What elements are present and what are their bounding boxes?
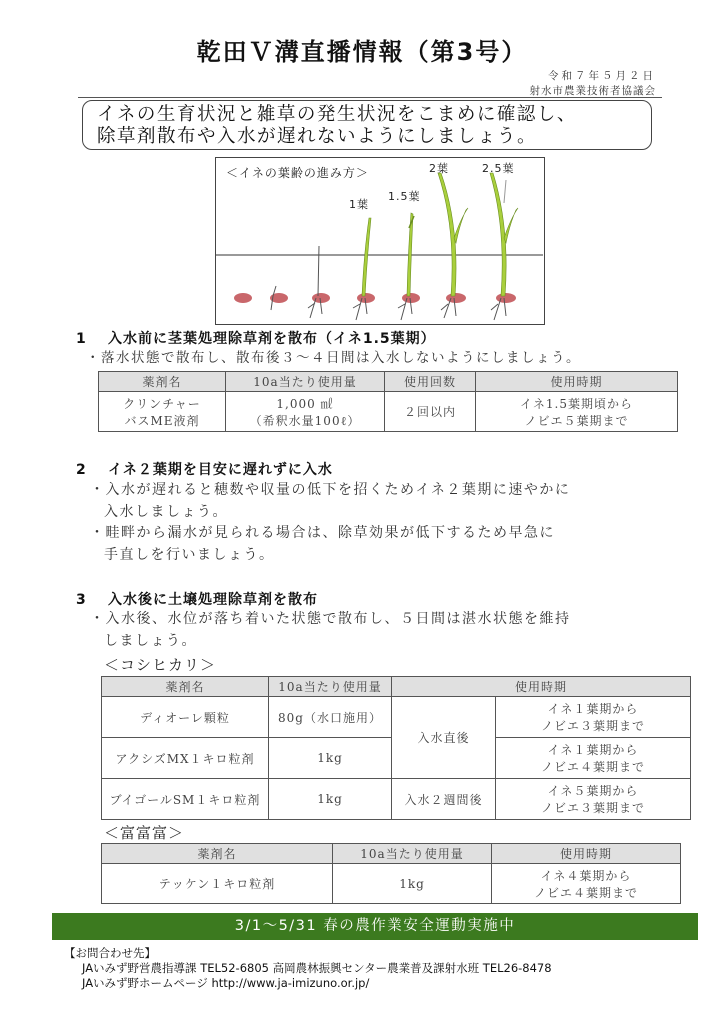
seed-icon	[234, 293, 252, 303]
leaf-age-figure	[215, 157, 545, 325]
table-header-row	[102, 677, 691, 697]
cell-product	[99, 392, 226, 432]
section-1-bullet: ・落水状態で散布し、散布後３～４日間は入水しないようにしましょう。	[86, 350, 581, 366]
cell-line: イネ１葉期から	[547, 743, 639, 757]
cell-line: （希釈水量100ℓ）	[249, 413, 361, 428]
fufufu-table	[101, 843, 681, 904]
cell-line: ノビエ３葉期まで	[540, 801, 645, 815]
sprout-icon	[308, 246, 322, 318]
cell-amount: 1kg	[333, 864, 492, 904]
header-divider	[78, 97, 662, 98]
cell-line: イネ５葉期から	[547, 784, 639, 798]
contact-block	[64, 946, 552, 991]
contact-heading: 【お問合わせ先】	[64, 946, 156, 960]
lead-line-1: イネの生育状況と雑草の発生状況をこまめに確認し、	[97, 104, 577, 125]
col-header: 使用時期	[476, 372, 678, 392]
stage-label-2: 2葉	[429, 162, 449, 175]
cell-line: ノビエ３葉期まで	[540, 719, 645, 733]
col-header: 10a当たり使用量	[269, 677, 392, 697]
leaf-icon	[454, 208, 468, 243]
section-title: 入水前に茎葉処理除草剤を散布（イネ1.5葉期）	[108, 331, 436, 347]
section-number: 2	[76, 462, 87, 478]
section-2-bullet-1	[90, 479, 570, 523]
cell-line: ノビエ５葉期まで	[524, 413, 629, 428]
table-header-row	[99, 372, 678, 392]
seed-icon	[496, 293, 516, 303]
seedling-illustration	[216, 158, 543, 323]
cell-amount: 1kg	[269, 738, 392, 779]
stage-label-1: 1葉	[349, 198, 369, 211]
cell-line: イネ１葉期から	[547, 702, 639, 716]
page-title: 乾田Ｖ溝直播情報（第3号）	[196, 38, 528, 66]
figure-caption: ＜イネの葉齢の進み方＞	[226, 166, 369, 180]
bullet-line: ・入水後、水位が落ち着いた状態で散布し、５日間は湛水状態を維持	[90, 611, 571, 627]
cell-amount: 80g（水口施用）	[269, 697, 392, 738]
cell-line: イネ1.5葉期頃から	[520, 396, 633, 411]
leaf-icon	[504, 180, 506, 203]
bullet-line: しましょう。	[104, 633, 197, 649]
contact-homepage-link[interactable]: JAいみず野ホームページ http://www.ja-imizuno.or.jp/	[82, 976, 370, 990]
cell-line: イネ４葉期から	[540, 868, 632, 883]
lead-message-box	[82, 100, 652, 150]
cell-count: ２回以内	[385, 392, 476, 432]
section-2-heading	[76, 459, 333, 479]
stage-label-1-5: 1.5葉	[388, 190, 421, 203]
section-number: 1	[76, 331, 87, 347]
section-2-bullet-2	[90, 522, 555, 566]
section-1-table	[98, 371, 678, 432]
cell-when: 入水２週間後	[392, 779, 496, 820]
cell-line: クリンチャー	[123, 396, 201, 411]
leaf-icon	[362, 218, 371, 296]
cell-timing	[496, 697, 691, 738]
section-title: 入水後に土壌処理除草剤を散布	[108, 592, 318, 608]
bullet-line: 入水しましょう。	[104, 504, 228, 520]
koshihikari-label: ＜コシヒカリ＞	[104, 656, 217, 674]
seed-icon	[446, 293, 466, 303]
col-header: 薬剤名	[102, 844, 333, 864]
section-1-heading	[76, 328, 436, 348]
cell-timing	[492, 864, 681, 904]
table-row	[99, 392, 678, 432]
section-title: イネ２葉期を目安に遅れずに入水	[108, 462, 333, 478]
leaf-icon	[490, 173, 506, 296]
fufufu-label: ＜富富富＞	[104, 824, 185, 842]
cell-amount	[226, 392, 385, 432]
leaf-icon	[438, 173, 456, 296]
table-row	[102, 697, 691, 738]
safety-campaign-banner: 3/1～5/31 春の農作業安全運動実施中	[52, 913, 698, 940]
section-number: 3	[76, 592, 87, 608]
organization-name: 射水市農業技術者協議会	[529, 85, 656, 97]
cell-product: ブイゴールSM１キロ粒剤	[102, 779, 269, 820]
seed-icon	[402, 293, 420, 303]
col-header: 薬剤名	[99, 372, 226, 392]
cell-timing	[496, 779, 691, 820]
table-row	[102, 864, 681, 904]
cell-product: ディオーレ顆粒	[102, 697, 269, 738]
issue-date: 令和７年５月２日	[548, 70, 656, 82]
bullet-line: ・畦畔から漏水が見られる場合は、除草効果が低下するため早急に	[90, 525, 555, 541]
bullet-line: 手直しを行いましょう。	[104, 547, 275, 563]
col-header: 使用時期	[392, 677, 691, 697]
cell-product: アクシズMX１キロ粒剤	[102, 738, 269, 779]
leaf-icon	[504, 208, 518, 243]
section-3-bullet	[90, 608, 571, 652]
col-header: 使用時期	[492, 844, 681, 864]
cell-line: 1,000 ㎖	[276, 396, 334, 411]
bullet-line: ・入水が遅れると穂数や収量の低下を招くためイネ２葉期に速やかに	[90, 482, 571, 498]
col-header: 10a当たり使用量	[226, 372, 385, 392]
stage-label-2-5: 2.5葉	[482, 162, 515, 175]
contact-phone-line: JAいみず野営農指導課 TEL52-6805 高岡農林振興センター農業普及課射水班 TEL26-8478	[82, 961, 552, 975]
cell-when: 入水直後	[392, 697, 496, 779]
cell-timing	[496, 738, 691, 779]
lead-line-2: 除草剤散布や入水が遅れないようにしましょう。	[97, 126, 538, 147]
table-row	[102, 779, 691, 820]
cell-line: ノビエ４葉期まで	[540, 760, 645, 774]
cell-timing	[476, 392, 678, 432]
seed-icon	[357, 293, 375, 303]
col-header: 薬剤名	[102, 677, 269, 697]
table-header-row	[102, 844, 681, 864]
section-3-heading	[76, 589, 318, 609]
col-header: 使用回数	[385, 372, 476, 392]
cell-amount: 1kg	[269, 779, 392, 820]
cell-line: ノビエ４葉期まで	[533, 885, 638, 900]
cell-line: バスME液剤	[124, 413, 200, 428]
cell-product: テッケン１キロ粒剤	[102, 864, 333, 904]
koshihikari-table	[101, 676, 691, 820]
col-header: 10a当たり使用量	[333, 844, 492, 864]
